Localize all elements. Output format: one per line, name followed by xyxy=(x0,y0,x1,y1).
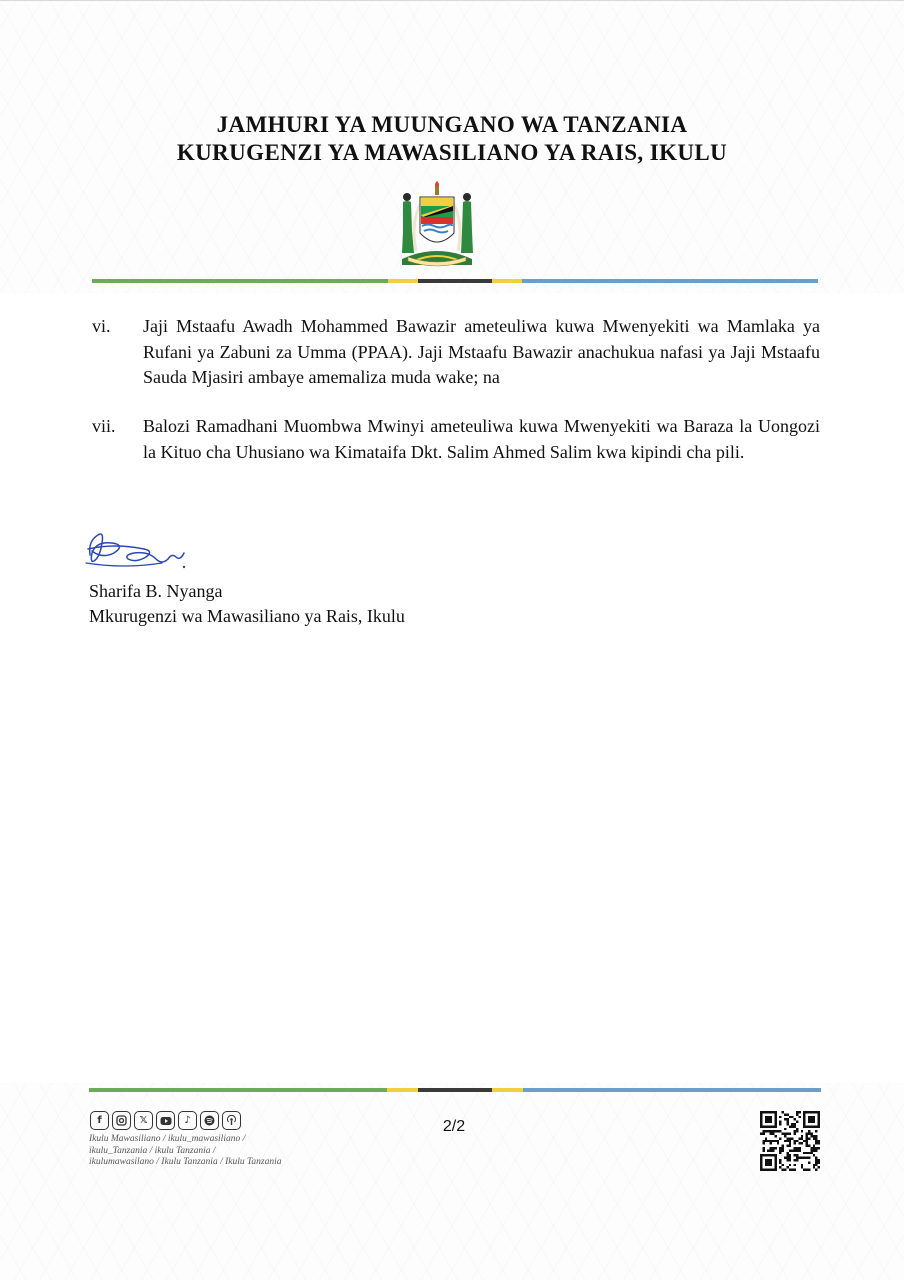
divider-yellow-segment xyxy=(492,1088,522,1092)
page-number: 2/2 xyxy=(442,1118,466,1135)
facebook-icon[interactable]: f xyxy=(90,1111,109,1130)
spotify-icon[interactable] xyxy=(200,1111,219,1130)
signature-icon xyxy=(84,523,194,579)
qr-code-icon xyxy=(760,1111,820,1171)
podcast-icon[interactable] xyxy=(222,1111,241,1130)
letterhead-line-1: JAMHURI YA MUUNGANO WA TANZANIA xyxy=(216,112,688,137)
list-item-number: vi. xyxy=(92,316,111,336)
divider-yellow-segment xyxy=(387,1088,417,1092)
instagram-icon[interactable] xyxy=(112,1111,131,1130)
youtube-icon[interactable] xyxy=(156,1111,175,1130)
divider-yellow-segment xyxy=(388,279,418,283)
divider-dark-segment xyxy=(418,279,492,283)
handles-line: ikulu_Tanzania / ikulu Tanzania / xyxy=(89,1145,216,1156)
divider-blue-segment xyxy=(522,279,818,283)
list-item-text: Balozi Ramadhani Muombwa Mwinyi ameteuliwa kuwa Mwenyekiti wa Baraza la Uongozi la Kituo cha Uhusiano wa Kimataifa Dkt. Salim Ahmed Salim kwa kipindi cha pili. xyxy=(143,416,820,462)
divider-green-segment xyxy=(92,279,388,283)
social-icons xyxy=(90,1111,241,1130)
divider-yellow-segment xyxy=(492,279,522,283)
signatory-title: Mkurugenzi wa Mawasiliano ya Rais, Ikulu xyxy=(89,606,405,626)
handles-line: ikulumawasilano / Ikulu Tanzania / Ikulu Tanzania xyxy=(89,1157,282,1167)
social-handles xyxy=(89,1134,319,1169)
list-item-number: vii. xyxy=(92,416,116,436)
tiktok-icon[interactable]: ♪ xyxy=(178,1111,197,1130)
footer-divider xyxy=(89,1088,821,1092)
document-body-area xyxy=(0,293,904,1083)
divider-green-segment xyxy=(89,1088,387,1092)
x-icon[interactable]: 𝕏 xyxy=(134,1111,153,1130)
handles-line: Ikulu Mawasiliano / ikulu_mawasiliano / xyxy=(89,1134,246,1144)
divider-dark-segment xyxy=(418,1088,493,1092)
coat-of-arms-icon xyxy=(394,181,480,267)
signatory-block xyxy=(89,579,405,629)
divider-blue-segment xyxy=(523,1088,821,1092)
letterhead-line-2: KURUGENZI YA MAWASILIANO YA RAIS, IKULU xyxy=(176,140,728,165)
signatory-name: Sharifa B. Nyanga xyxy=(89,581,223,601)
list-item-text: Jaji Mstaafu Awadh Mohammed Bawazir ameteuliwa kuwa Mwenyekiti wa Mamlaka ya Rufani ya Zabuni za Umma (PPAA). Jaji Mstaafu Bawazir anachukua nafasi ya Jaji Mstaafu Sauda Mjasiri ambaye amemaliza muda wake; na xyxy=(143,316,820,387)
header-divider xyxy=(92,279,818,283)
letterhead xyxy=(0,111,904,167)
